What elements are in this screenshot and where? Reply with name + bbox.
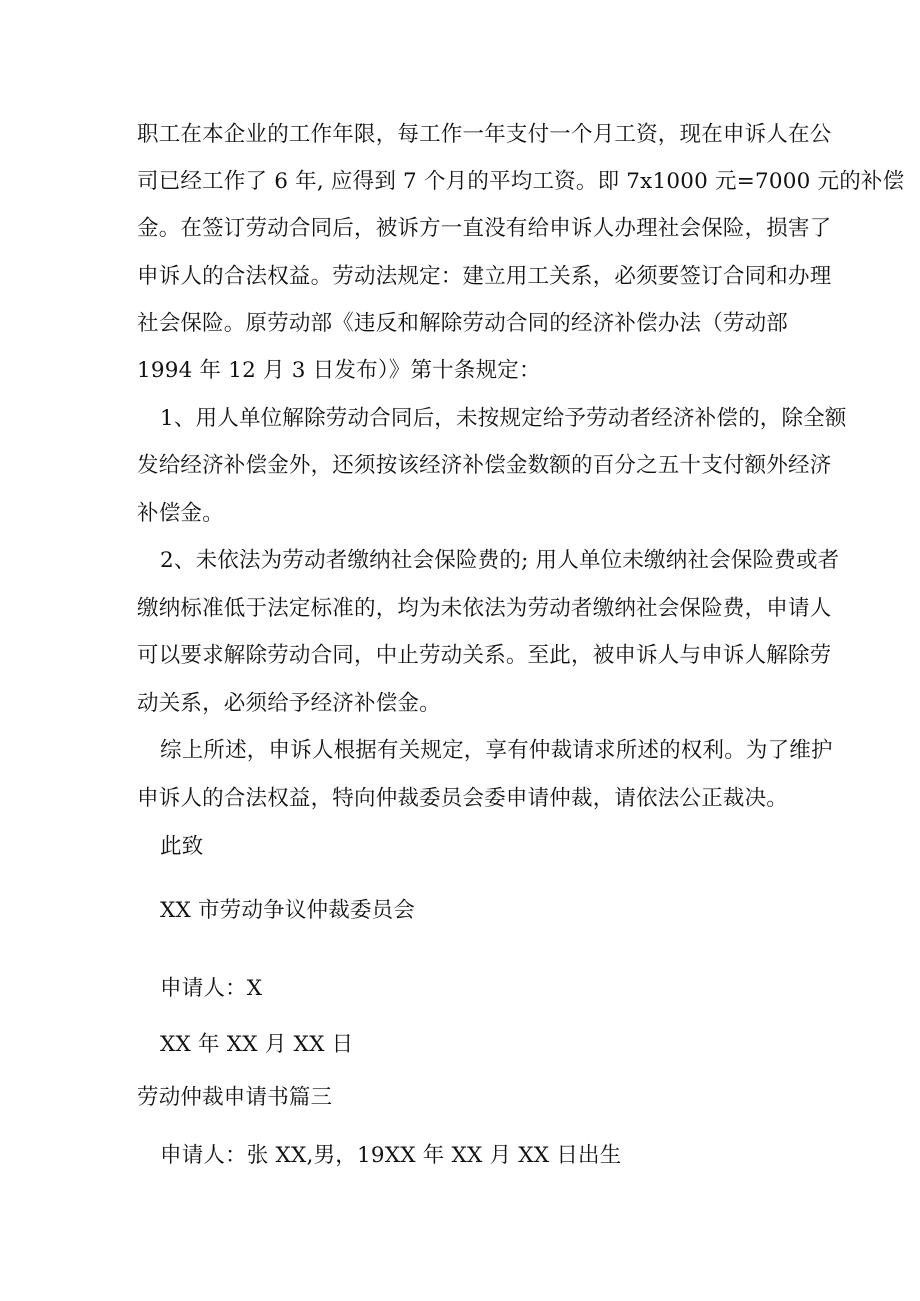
list-item-2-line: 2、未依法为劳动者缴纳社会保险费的; 用人单位未缴纳社会保险费或者 [160, 548, 840, 573]
conclusion-line: 申诉人的合法权益，特向仲裁委员会委申请仲裁，请依法公正裁决。 [137, 786, 789, 811]
applicant-info: 申请人：张 XX,男，19XX 年 XX 月 XX 日出生 [160, 1143, 622, 1168]
list-item-2-line: 动关系，必须给予经济补偿金。 [137, 691, 441, 716]
list-item-1-line: 1、用人单位解除劳动合同后，未按规定给予劳动者经济补偿的，除全额 [160, 406, 847, 431]
paragraph-line: 司已经工作了 6 年, 应得到 7 个月的平均工资。即 7x1000 元=7000 元的补偿 [137, 169, 905, 194]
signature-date: XX 年 XX 月 XX 日 [160, 1032, 354, 1057]
paragraph-line: 1994 年 12 月 3 日发布）》第十条规定： [137, 358, 541, 383]
list-item-2-line: 可以要求解除劳动合同，中止劳动关系。至此，被申诉人与申诉人解除劳 [137, 643, 832, 668]
list-item-2-line: 缴纳标准低于法定标准的，均为未依法为劳动者缴纳社会保险费，申请人 [137, 596, 832, 621]
paragraph-line: 申诉人的合法权益。劳动法规定：建立用工关系，必须要签订合同和办理 [137, 264, 832, 289]
applicant-signature: 申请人：X [160, 976, 263, 1001]
paragraph-line: 社会保险。原劳动部《违反和解除劳动合同的经济补偿办法（劳动部 [137, 311, 789, 336]
section-heading: 劳动仲裁申请书篇三 [137, 1085, 333, 1110]
salutation: 此致 [160, 834, 204, 859]
list-item-1-line: 补偿金。 [137, 501, 224, 526]
conclusion-line: 综上所述，申诉人根据有关规定，享有仲裁请求所述的权利。为了维护 [160, 738, 833, 763]
paragraph-line: 职工在本企业的工作年限，每工作一年支付一个月工资，现在申诉人在公 [137, 122, 832, 147]
paragraph-line: 金。在签订劳动合同后，被诉方一直没有给申诉人办理社会保险，损害了 [137, 216, 832, 241]
list-item-1-line: 发给经济补偿金外，还须按该经济补偿金数额的百分之五十支付额外经济 [137, 453, 832, 478]
addressee: XX 市劳动争议仲裁委员会 [160, 898, 416, 923]
